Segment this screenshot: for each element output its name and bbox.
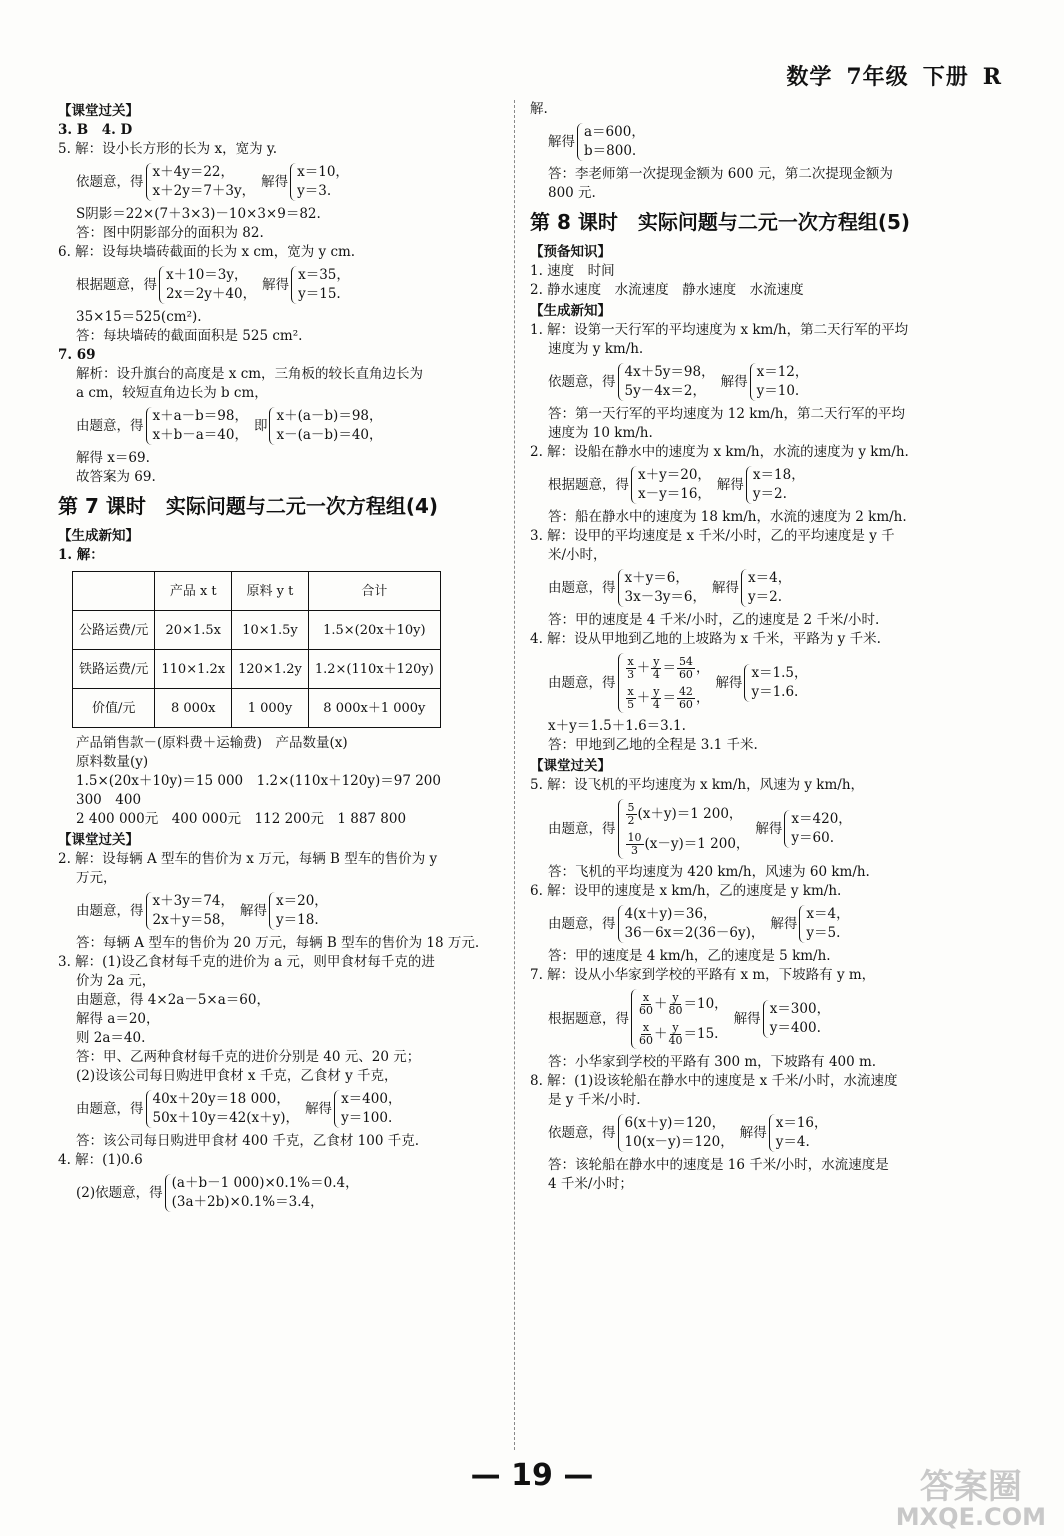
answer-line: 35×15＝525(cm²). <box>76 309 202 325</box>
answer-line: 原料数量(y) <box>76 754 149 770</box>
question-6: 6. 解：设每块墙砖截面的长为 x cm，宽为 y cm. <box>58 244 356 260</box>
equation-system: 依题意，得 x＋4y＝22， x＋2y＝7＋3y， 解得 x＝10， y＝3. <box>76 164 349 199</box>
equation-system: 由题意，得 $\frac{5}{2}$ (x＋y)＝1 200， $\frac{10}{3}$ (x－y)＝1 200， 解得 x＝420， y＝60. <box>548 801 852 857</box>
answer-line: 1. 速度 时间 <box>530 263 615 279</box>
header-edition: R <box>982 64 1002 90</box>
question-6: 6. 解：设甲的速度是 x km/h，乙的速度是 y km/h. <box>530 883 842 899</box>
lesson-title: 第 8 课时 实际问题与二元一次方程组(5) <box>530 210 911 234</box>
table-row: 产品 x t 原料 y t 合计 <box>73 572 441 611</box>
question-8: 8. 解：(1)设该轮船在静水中的速度是 x 千米/小时，水流速度 <box>530 1073 898 1089</box>
section-heading: 【预备知识】 <box>530 244 611 260</box>
answer-line: 解. <box>530 101 548 117</box>
answer-line: 300 400 <box>76 792 142 808</box>
answer-line: 速度为 10 km/h. <box>548 425 653 441</box>
answer-line: 3. B 4. D <box>58 122 133 138</box>
equation-system: 依题意，得 6(x＋y)＝120， 10(x－y)＝120， 解得 x＝16， y＝4. <box>548 1115 828 1150</box>
section-heading: 【生成新知】 <box>58 528 139 544</box>
answer-line: S阴影＝22×(7＋3×3)－10×3×9＝82. <box>76 206 321 222</box>
question-1: 1. 解：设第一天行军的平均速度为 x km/h，第二天行军的平均 <box>530 322 909 338</box>
answer-line: 速度为 y km/h. <box>548 341 644 357</box>
answer-line: 2 400 000元 400 000元 112 200元 1 887 800 <box>76 811 407 827</box>
question-7: 7. 解：设从小华家到学校的平路有 x m，下坡路有 y m， <box>530 967 876 983</box>
table-row: 公路运费/元 20×1.5x 10×1.5y 1.5×(20x＋10y) <box>73 611 441 650</box>
equation-system: 根据题意，得 x＋y＝20， x－y＝16， 解得 x＝18， y＝2. <box>548 467 805 502</box>
section-heading: 【课堂过关】 <box>58 103 139 119</box>
answer-line: 答：飞机的平均速度为 420 km/h，风速为 60 km/h. <box>548 864 870 880</box>
question-5: 5. 解：设飞机的平均速度为 x km/h，风速为 y km/h， <box>530 777 865 793</box>
equation-system: 由题意，得 40x＋20y＝18 000， 50x＋10y＝42(x＋y)， 解得 x＝400， y＝100. <box>76 1091 402 1126</box>
page-number: — 19 — <box>470 1458 594 1493</box>
table-row: 铁路运费/元 110×1.2x 120×1.2y 1.2×(110x＋120y) <box>73 650 441 689</box>
table-row: 价值/元 8 000x 1 000y 8 000x＋1 000y <box>73 689 441 728</box>
equation-system: 由题意，得 4(x＋y)＝36， 36－6x＝2(36－6y)， 解得 x＝4， y＝5. <box>548 906 850 941</box>
answer-line: 产品销售款－(原料费＋运输费) 产品数量(x) <box>76 735 348 751</box>
answer-line: 由题意，得 4×2a－5×a＝60， <box>76 992 270 1008</box>
page-header <box>772 64 1002 90</box>
answer-line: 800 元. <box>548 185 596 201</box>
equation-system: 根据题意，得 x＋10＝3y， 2x＝2y＋40， 解得 x＝35， y＝15. <box>76 267 350 302</box>
left-column <box>58 100 498 1216</box>
answer-line: 价为 2a 元， <box>76 973 156 989</box>
answer-line: 米/小时， <box>548 547 607 563</box>
question-3: 3. 解：(1)设乙食材每千克的进价为 a 元，则甲食材每千克的进 <box>58 954 435 970</box>
question-1: 1. 解： <box>58 547 104 563</box>
answer-line: 答：甲的速度是 4 千米/小时，乙的速度是 2 千米/小时. <box>548 612 880 628</box>
answer-line: 答：甲、乙两种食材每千克的进价分别是 40 元、20 元； <box>76 1049 421 1065</box>
right-column <box>530 100 1010 1194</box>
question-7: 7. 69 <box>58 347 96 363</box>
question-4: 4. 解：(1)0.6 <box>58 1152 143 1168</box>
answer-line: a cm，较短直角边长为 b cm， <box>76 385 268 401</box>
question-3: 3. 解：设甲的平均速度是 x 千米/小时，乙的平均速度是 y 千 <box>530 528 895 544</box>
question-5: 5. 解：设小长方形的长为 x，宽为 y. <box>58 141 277 157</box>
question-4: 4. 解：设从甲地到乙地的上坡路为 x 千米，平路为 y 千米. <box>530 631 881 647</box>
answer-line: 解得 a＝20， <box>76 1011 160 1027</box>
answer-line: 答：甲地到乙地的全程是 3.1 千米. <box>548 737 758 753</box>
answer-line: 2. 静水速度 水流速度 静水速度 水流速度 <box>530 282 804 298</box>
answer-line: 4 千米/小时； <box>548 1176 633 1192</box>
answer-line: 答：该轮船在静水中的速度是 16 千米/小时，水流速度是 <box>548 1157 889 1173</box>
answer-line: 解得 x＝69. <box>76 450 150 466</box>
answer-line: 则 2a＝40. <box>76 1030 146 1046</box>
section-heading: 【课堂过关】 <box>530 758 611 774</box>
question-2: 2. 解：设船在静水中的速度为 x km/h，水流的速度为 y km/h. <box>530 444 909 460</box>
watermark-logo: 答案圈 MXQE.COM <box>895 1467 1046 1531</box>
equation-system: 由题意，得 $\frac{x}{3}$ ＋ $\frac{y}{4}$ ＝ $\frac{54}{60}$ ， $\frac{x}{5}$ ＋ $\frac{y}{4}$ ＝ $\frac{42}{60}$ ， 解得 x＝1.5， y＝1.6. <box>548 655 808 711</box>
equation-system: 由题意，得 x＋3y＝74， 2x＋y＝58， 解得 x＝20， y＝18. <box>76 893 328 928</box>
answer-line: 是 y 千米/小时. <box>548 1092 641 1108</box>
answer-line: 答：船在静水中的速度为 18 km/h，水流的速度为 2 km/h. <box>548 509 907 525</box>
equation-system: 解得 a＝600， b＝800. <box>548 124 645 159</box>
answer-line: 故答案为 69. <box>76 469 156 485</box>
header-subject: 数学 <box>786 64 833 90</box>
answer-line: 答：该公司每日购进甲食材 400 千克，乙食材 100 千克. <box>76 1133 419 1149</box>
answer-line: (2)设该公司每日购进甲食材 x 千克，乙食材 y 千克， <box>76 1068 398 1084</box>
equation-system: (2)依题意，得 (a＋b－1 000)×0.1%＝0.4， (3a＋2b)×0.1%＝3.4， <box>76 1175 359 1210</box>
answer-line: 答：每块墙砖的截面面积是 525 cm². <box>76 328 303 344</box>
lesson-title: 第 7 课时 实际问题与二元一次方程组(4) <box>58 494 439 518</box>
answer-line: 答：甲的速度是 4 km/h，乙的速度是 5 km/h. <box>548 948 831 964</box>
cost-table <box>72 571 441 728</box>
answer-line: 答：李老师第一次提现金额为 600 元，第二次提现金额为 <box>548 166 893 182</box>
answer-line: 答：图中阴影部分的面积为 82. <box>76 225 264 241</box>
equation-system: 由题意，得 x＋y＝6， 3x－3y＝6， 解得 x＝4， y＝2. <box>548 570 792 605</box>
answer-line: 万元， <box>76 870 117 886</box>
header-volume: 下册 <box>922 64 969 90</box>
answer-line: 答：第一天行军的平均速度为 12 km/h，第二天行军的平均 <box>548 406 905 422</box>
question-2: 2. 解：设每辆 A 型车的售价为 x 万元，每辆 B 型车的售价为 y <box>58 851 438 867</box>
equation-system: 由题意，得 x＋a－b＝98， x＋b－a＝40， 即 x＋(a－b)＝98， x－(a－b)＝40， <box>76 408 383 443</box>
column-divider <box>514 100 515 1450</box>
answer-line: 答：每辆 A 型车的售价为 20 万元，每辆 B 型车的售价为 18 万元. <box>76 935 480 951</box>
answer-line: 解析：设升旗台的高度是 x cm，三角板的较长直角边长为 <box>76 366 424 382</box>
section-heading: 【生成新知】 <box>530 303 611 319</box>
answer-line: x＋y＝1.5＋1.6＝3.1. <box>548 718 686 734</box>
section-heading: 【课堂过关】 <box>58 832 139 848</box>
answer-line: 答：小华家到学校的平路有 300 m，下坡路有 400 m. <box>548 1054 877 1070</box>
answer-line: 1.5×(20x＋10y)＝15 000 1.2×(110x＋120y)＝97 200 <box>76 773 441 789</box>
equation-system: 根据题意，得 $\frac{x}{60}$ ＋ $\frac{y}{80}$ ＝10， $\frac{x}{60}$ ＋ $\frac{y}{40}$ ＝15. 解得 x＝300， y＝400. <box>548 991 831 1047</box>
equation-system: 依题意，得 4x＋5y＝98， 5y－4x＝2， 解得 x＝12， y＝10. <box>548 364 809 399</box>
header-grade: 7年级 <box>846 64 909 90</box>
